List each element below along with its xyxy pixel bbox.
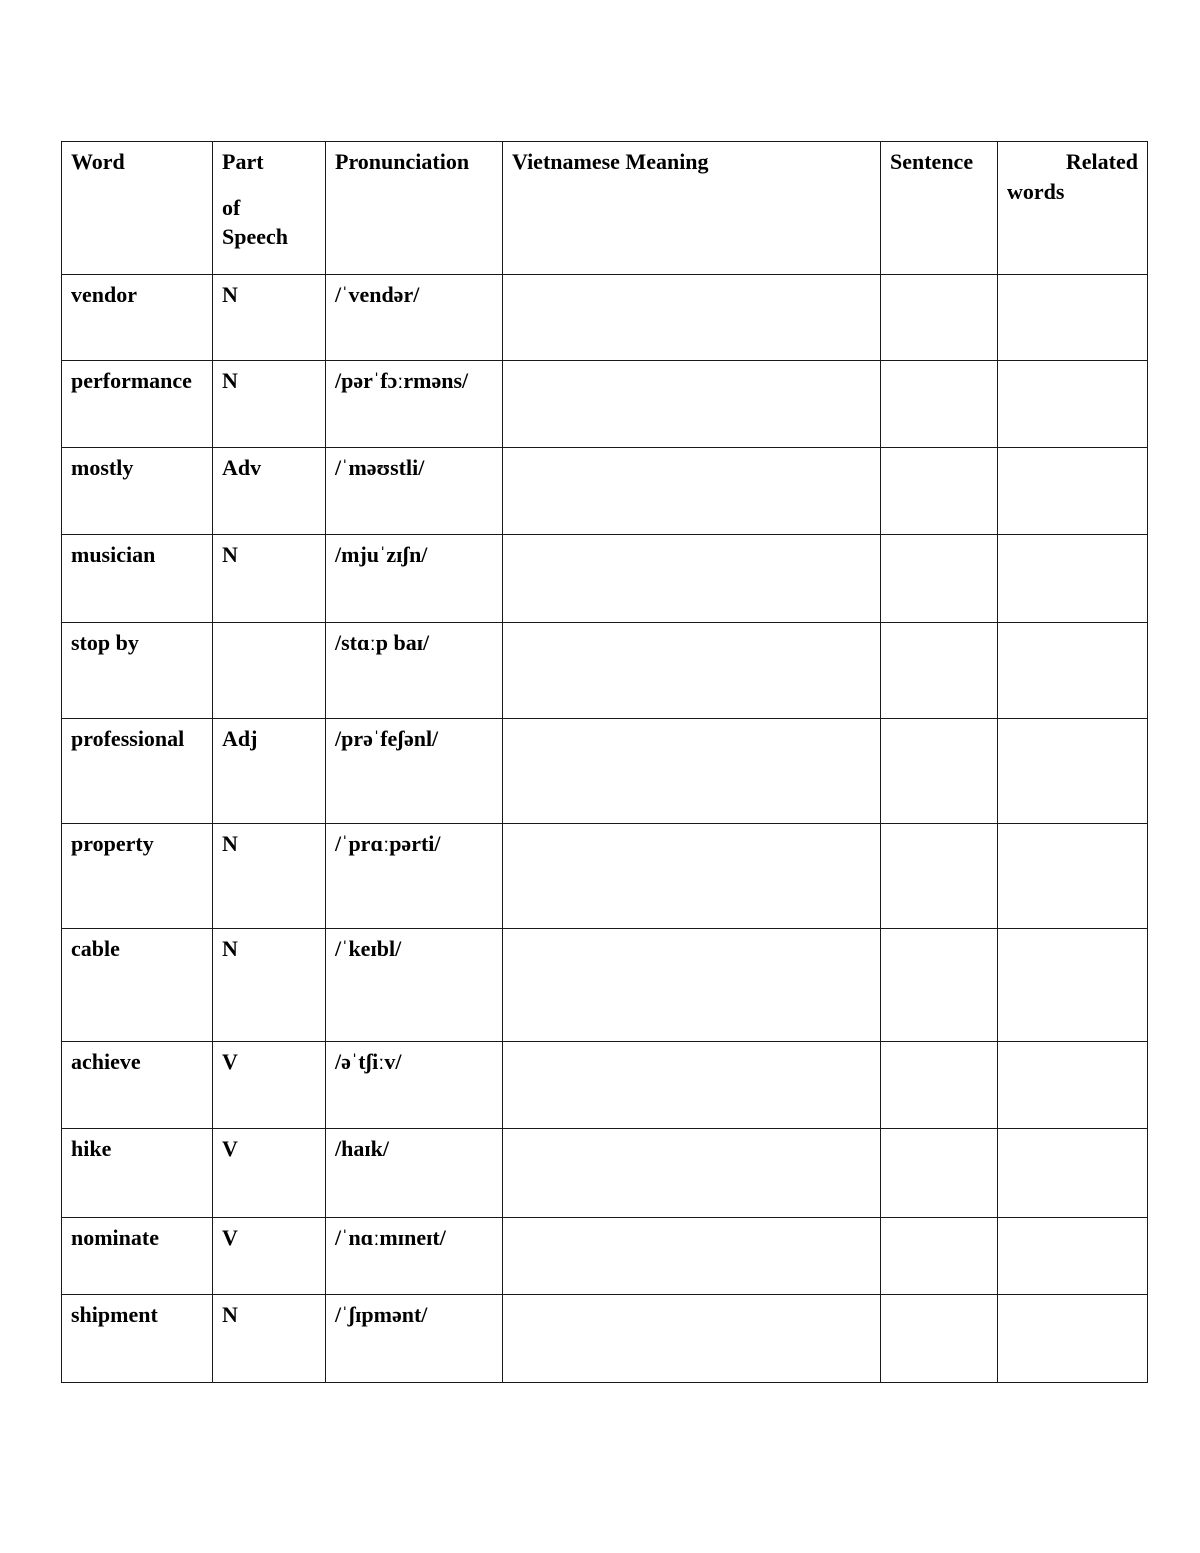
header-part-of-speech xyxy=(213,142,326,275)
cell-vietnamese-meaning xyxy=(503,361,881,448)
cell-word: cable xyxy=(62,929,213,1042)
cell-sentence xyxy=(881,1129,998,1218)
cell-pronunciation: /ˈnɑːmɪneɪt/ xyxy=(326,1218,503,1295)
table-row xyxy=(62,929,1148,1042)
table-row xyxy=(62,623,1148,719)
cell-vietnamese-meaning xyxy=(503,929,881,1042)
cell-sentence xyxy=(881,824,998,929)
cell-related-words xyxy=(998,719,1148,824)
cell-pronunciation: /ˈvendər/ xyxy=(326,275,503,361)
table-row xyxy=(62,1295,1148,1383)
table-row xyxy=(62,719,1148,824)
cell-pronunciation: /əˈtʃiːv/ xyxy=(326,1042,503,1129)
cell-pronunciation: /prəˈfeʃənl/ xyxy=(326,719,503,824)
cell-sentence xyxy=(881,623,998,719)
cell-part-of-speech: Adv xyxy=(213,448,326,535)
cell-word: hike xyxy=(62,1129,213,1218)
cell-part-of-speech: N xyxy=(213,275,326,361)
cell-sentence xyxy=(881,1042,998,1129)
cell-related-words xyxy=(998,275,1148,361)
cell-pronunciation: /ˈprɑːpərti/ xyxy=(326,824,503,929)
cell-word: mostly xyxy=(62,448,213,535)
cell-part-of-speech xyxy=(213,623,326,719)
header-pos-line3: Speech xyxy=(222,224,288,250)
cell-pronunciation: /pərˈfɔːrməns/ xyxy=(326,361,503,448)
table-row xyxy=(62,448,1148,535)
cell-vietnamese-meaning xyxy=(503,448,881,535)
cell-pronunciation: /ˈkeɪbl/ xyxy=(326,929,503,1042)
cell-vietnamese-meaning xyxy=(503,275,881,361)
table-row xyxy=(62,1042,1148,1129)
cell-word: nominate xyxy=(62,1218,213,1295)
cell-vietnamese-meaning xyxy=(503,1295,881,1383)
cell-part-of-speech: V xyxy=(213,1129,326,1218)
cell-vietnamese-meaning xyxy=(503,1218,881,1295)
header-vietnamese-meaning: Vietnamese Meaning xyxy=(503,142,881,275)
cell-part-of-speech: N xyxy=(213,361,326,448)
cell-vietnamese-meaning xyxy=(503,535,881,623)
cell-word: stop by xyxy=(62,623,213,719)
table-body xyxy=(62,275,1148,1383)
cell-word: musician xyxy=(62,535,213,623)
header-pos-line1: Part xyxy=(222,149,264,174)
header-sentence: Sentence xyxy=(881,142,998,275)
cell-vietnamese-meaning xyxy=(503,1042,881,1129)
cell-related-words xyxy=(998,1218,1148,1295)
cell-sentence xyxy=(881,275,998,361)
cell-pronunciation: /stɑːp baɪ/ xyxy=(326,623,503,719)
cell-related-words xyxy=(998,361,1148,448)
cell-part-of-speech: Adj xyxy=(213,719,326,824)
cell-vietnamese-meaning xyxy=(503,824,881,929)
cell-vietnamese-meaning xyxy=(503,719,881,824)
header-word: Word xyxy=(62,142,213,275)
cell-word: vendor xyxy=(62,275,213,361)
cell-part-of-speech: N xyxy=(213,824,326,929)
cell-pronunciation: /haɪk/ xyxy=(326,1129,503,1218)
cell-related-words xyxy=(998,623,1148,719)
cell-sentence xyxy=(881,448,998,535)
cell-vietnamese-meaning xyxy=(503,623,881,719)
header-row xyxy=(62,142,1148,275)
cell-pronunciation: /ˈməʊstli/ xyxy=(326,448,503,535)
table-row xyxy=(62,535,1148,623)
table-row xyxy=(62,824,1148,929)
cell-word: achieve xyxy=(62,1042,213,1129)
cell-sentence xyxy=(881,535,998,623)
cell-related-words xyxy=(998,1042,1148,1129)
header-related-words xyxy=(998,142,1148,275)
header-pronunciation: Pronunciation xyxy=(326,142,503,275)
cell-related-words xyxy=(998,1295,1148,1383)
cell-sentence xyxy=(881,719,998,824)
header-related-line1: Related xyxy=(1065,149,1138,174)
cell-part-of-speech: V xyxy=(213,1042,326,1129)
table-row xyxy=(62,361,1148,448)
cell-pronunciation: /ˈʃɪpmənt/ xyxy=(326,1295,503,1383)
cell-word: shipment xyxy=(62,1295,213,1383)
table-row xyxy=(62,1129,1148,1218)
cell-vietnamese-meaning xyxy=(503,1129,881,1218)
cell-word: performance xyxy=(62,361,213,448)
cell-word: professional xyxy=(62,719,213,824)
header-related-line2: words xyxy=(1007,178,1065,204)
cell-sentence xyxy=(881,1295,998,1383)
table-row xyxy=(62,275,1148,361)
header-pos-line2: of xyxy=(222,194,241,220)
cell-part-of-speech: N xyxy=(213,535,326,623)
cell-related-words xyxy=(998,824,1148,929)
cell-related-words xyxy=(998,1129,1148,1218)
cell-pronunciation: /mjuˈzɪʃn/ xyxy=(326,535,503,623)
cell-related-words xyxy=(998,448,1148,535)
cell-part-of-speech: N xyxy=(213,1295,326,1383)
cell-part-of-speech: V xyxy=(213,1218,326,1295)
cell-sentence xyxy=(881,361,998,448)
cell-part-of-speech: N xyxy=(213,929,326,1042)
table-row xyxy=(62,1218,1148,1295)
cell-related-words xyxy=(998,929,1148,1042)
cell-sentence xyxy=(881,1218,998,1295)
cell-word: property xyxy=(62,824,213,929)
vocabulary-table xyxy=(61,141,1148,1383)
cell-related-words xyxy=(998,535,1148,623)
cell-sentence xyxy=(881,929,998,1042)
